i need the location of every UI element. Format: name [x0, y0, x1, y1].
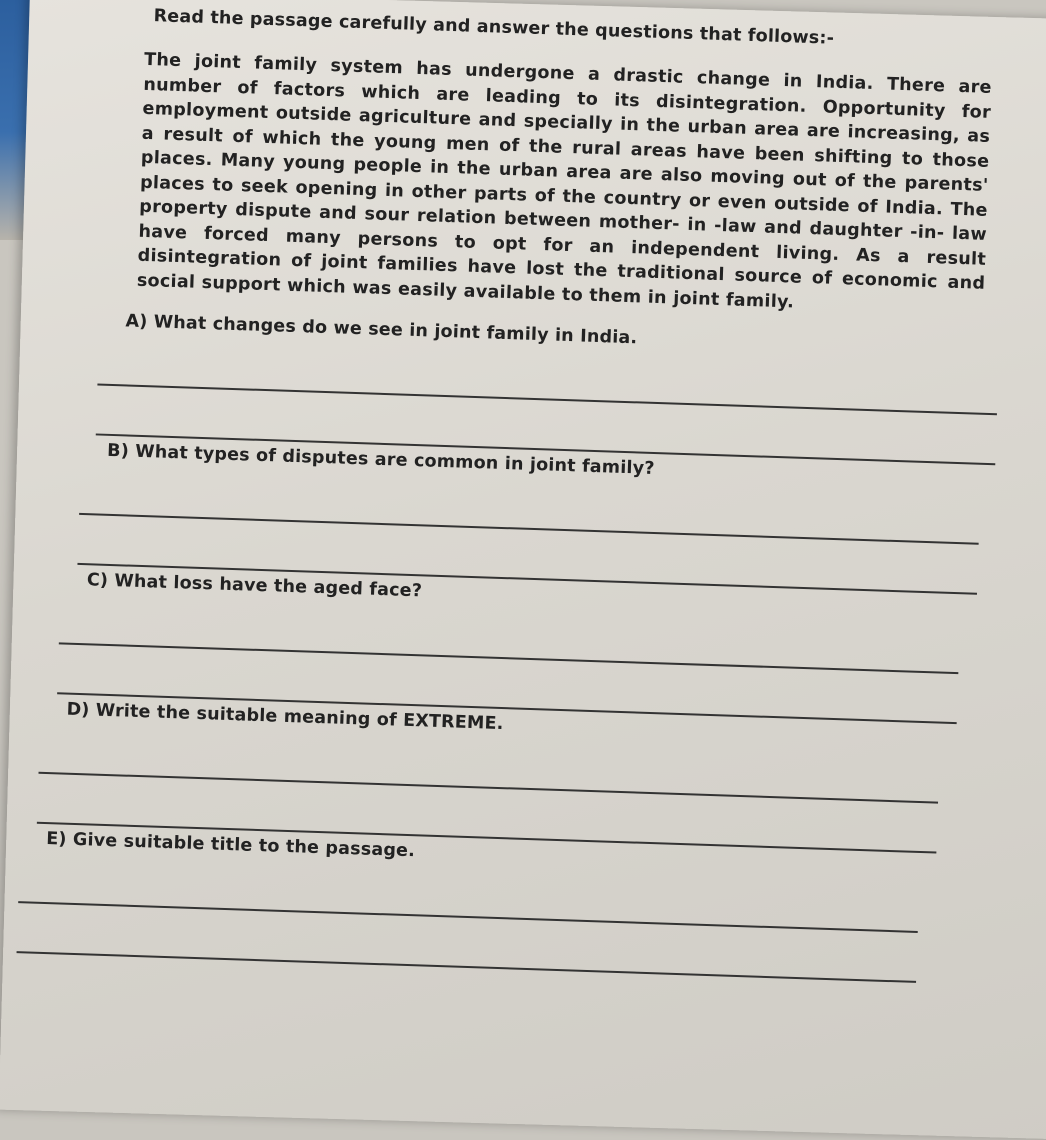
question-e-text: E) Give suitable title to the passage.: [45, 829, 416, 862]
question-d-text: D) Write the suitable meaning of EXTREME.: [66, 699, 504, 735]
question-c-text: C) What loss have the aged face?: [86, 570, 423, 602]
question-b-text: B) What types of disputes are common in joint family?: [106, 440, 655, 479]
question-list: [45, 307, 999, 985]
instruction-text: Read the passage carefully and answer the questions that follows:-: [153, 6, 835, 49]
question-a-text: A) What changes do we see in joint family in India.: [125, 311, 638, 349]
worksheet-content: [45, 6, 1009, 985]
passage-text: The joint family system has undergone a drastic change in India. There are number of factors which are leading to its disintegration. Opportunity for employment outside agriculture and specially in the urban area are increasing, as a result of which the young men of the rural areas have been shifting to those places. Many young people in the urban area are also moving out of the parents' places to seek opening in other parts of the country or even outside of India. The property dispute and sour relation between mother- in -law and daughter -in- law have forced many persons to opt for an independent living. As a result disintegration of joint families have lost the traditional source of economic and social support which was easily available to them in joint family.: [136, 49, 993, 313]
